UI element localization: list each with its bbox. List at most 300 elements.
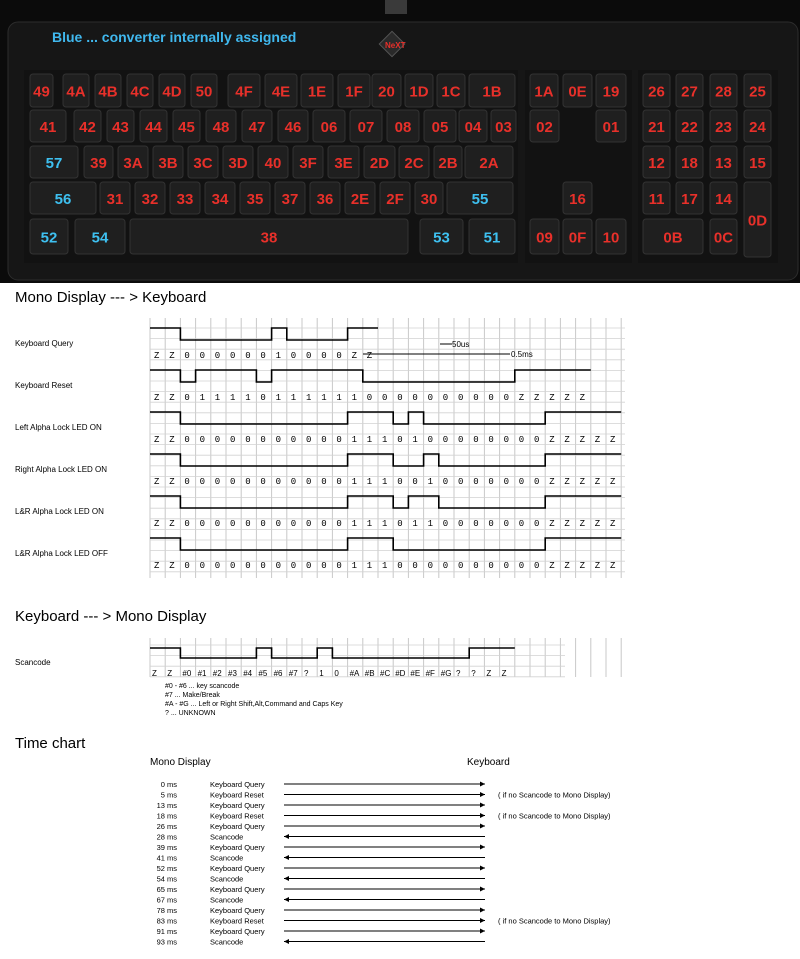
bit-cell: 1 <box>382 519 388 529</box>
bit-cell: Z <box>154 435 160 445</box>
bit-cell: Z <box>154 393 160 403</box>
time-chart-event: Keyboard Query <box>210 864 265 873</box>
key-code-label: 16 <box>569 191 586 208</box>
bit-cell: 1 <box>366 561 373 571</box>
bit-cell: 0 <box>336 435 342 445</box>
key-code-label: 2C <box>404 155 424 172</box>
bit-cell: 0 <box>458 519 464 529</box>
bit-cell: 1 <box>412 435 418 445</box>
key-code-label: 08 <box>394 119 412 136</box>
bit-cell: 0 <box>260 561 266 571</box>
bit-cell: Z <box>564 393 570 403</box>
time-chart-event: Scancode <box>210 874 244 884</box>
time-chart-event: Keyboard Query <box>210 822 265 831</box>
time-chart-row <box>157 896 485 905</box>
key-code-label: 09 <box>536 229 553 247</box>
time-chart-time: 54 ms <box>156 874 177 884</box>
key-code-label: 48 <box>212 119 230 136</box>
time-chart-row <box>157 854 485 863</box>
time-chart-arrowhead <box>284 876 289 881</box>
bit-cell: 0 <box>184 393 190 403</box>
bit-cell: 0 <box>275 435 282 445</box>
time-chart-event: Keyboard Query <box>210 843 265 852</box>
time-chart-time: 18 ms <box>156 811 177 821</box>
bit-cell: 0 <box>503 519 510 529</box>
bit-cell: 0 <box>230 477 236 487</box>
bit-cell: 1 <box>351 393 358 403</box>
bit-cell: 0 <box>412 393 418 403</box>
key-code-label: 2E <box>350 191 370 208</box>
bit-cell: 0 <box>321 435 327 445</box>
bit-cell: 0 <box>275 519 282 529</box>
time-chart-event: Keyboard Reset <box>210 916 264 926</box>
bit-cell: 1 <box>351 477 358 487</box>
scancode-cell: #E <box>410 669 421 678</box>
bit-cell: Z <box>169 435 175 445</box>
bit-cell: 0 <box>336 351 342 361</box>
time-chart-arrowhead <box>480 782 485 787</box>
time-chart-arrowhead <box>480 887 485 892</box>
time-chart-arrowhead <box>480 845 485 850</box>
key-code-label: 01 <box>602 119 620 136</box>
key-code-label: 56 <box>54 191 72 208</box>
bit-cell: Z <box>594 477 601 487</box>
scancode-cell: #6 <box>273 669 283 678</box>
bit-cell: 0 <box>382 393 388 403</box>
bit-cell: 1 <box>412 519 418 529</box>
time-chart-arrowhead <box>480 929 485 934</box>
time-chart-time: 65 ms <box>156 885 177 894</box>
bit-cell: 0 <box>245 561 251 571</box>
signal-waveform <box>150 412 621 424</box>
bit-cell: 0 <box>336 519 342 529</box>
bit-cell: 0 <box>290 351 297 361</box>
key-code-label: 38 <box>260 229 278 247</box>
bit-cell: 1 <box>351 519 358 529</box>
key-code-label: 23 <box>715 119 732 136</box>
key-code-label: 45 <box>178 119 195 136</box>
time-chart-note: ( if no Scancode to Mono Display) <box>498 916 611 926</box>
bit-cell: 0 <box>488 435 494 445</box>
time-chart-row <box>161 780 485 789</box>
key-code-label: 3E <box>334 155 353 172</box>
heading-keyboard-to-mono: Keyboard --- > Mono Display <box>15 608 207 625</box>
bit-cell: 0 <box>458 477 464 487</box>
bit-cell: 0 <box>214 435 221 445</box>
signal-label: L&R Alpha Lock LED OFF <box>15 549 108 558</box>
key-code-label: 0D <box>747 212 768 230</box>
bit-cell: Z <box>549 435 555 445</box>
bit-cell: 0 <box>214 351 221 361</box>
bit-cell: 0 <box>458 393 464 403</box>
bit-cell: 0 <box>290 435 297 445</box>
bit-cell: 0 <box>473 519 479 529</box>
key-code-label: 0C <box>713 229 734 247</box>
scancode-cell: #1 <box>197 669 207 678</box>
key-code-label: 10 <box>602 229 620 247</box>
key-code-label: 0B <box>663 229 683 247</box>
key-code-label: 44 <box>145 119 162 136</box>
key-code-label: 19 <box>602 83 620 101</box>
key-code-label: 13 <box>715 155 732 172</box>
scancode-note: #7 ... Make/Break <box>165 692 220 699</box>
key-code-label: 47 <box>248 119 266 136</box>
bit-cell: 0 <box>488 561 494 571</box>
bit-cell: Z <box>154 351 160 361</box>
time-chart-arrowhead <box>480 918 485 923</box>
time-chart-row <box>157 917 611 926</box>
bit-cell: 0 <box>199 435 206 445</box>
key-code-label: 28 <box>715 83 732 101</box>
key-code-label: 04 <box>464 119 482 136</box>
bit-cell: 0 <box>442 477 449 487</box>
time-chart-time: 67 ms <box>156 895 177 905</box>
signal-bits <box>154 393 586 403</box>
bit-cell: 0 <box>214 477 221 487</box>
bit-cell: 0 <box>184 519 190 529</box>
bit-cell: 0 <box>503 477 510 487</box>
bit-cell: 0 <box>442 435 449 445</box>
bit-cell: 0 <box>336 561 342 571</box>
bit-cell: 0 <box>397 519 403 529</box>
key-code-label: 2B <box>438 155 458 172</box>
scancode-note: #A - #G ... Left or Right Shift,Alt,Command and Caps Key <box>165 701 343 708</box>
time-chart-arrowhead <box>480 824 485 829</box>
key-code-label: 1C <box>441 83 461 101</box>
bit-cell: Z <box>534 393 540 403</box>
bit-cell: 0 <box>230 435 236 445</box>
signal-bits <box>154 351 373 361</box>
bit-cell: 0 <box>260 519 266 529</box>
bit-cell: 0 <box>488 519 494 529</box>
time-chart-event: Keyboard Query <box>210 801 265 810</box>
signal-label: Keyboard Reset <box>15 381 73 390</box>
bit-cell: 0 <box>534 435 540 445</box>
key-code-label: 2F <box>386 191 404 208</box>
bit-cell: Z <box>169 351 175 361</box>
time-chart-right-header: Keyboard <box>467 757 510 768</box>
scale-50us-label: 50us <box>452 340 470 349</box>
time-chart-row <box>157 927 485 936</box>
key-code-label: 36 <box>316 191 334 208</box>
bit-cell: 1 <box>427 519 434 529</box>
time-chart-event: Scancode <box>210 832 244 842</box>
bit-cell: 0 <box>321 477 327 487</box>
time-chart-event: Scancode <box>210 853 244 863</box>
heading-time-chart: Time chart <box>15 735 86 752</box>
bit-cell: 0 <box>518 561 525 571</box>
bit-cell: 0 <box>427 393 434 403</box>
scancode-waveform <box>150 648 515 658</box>
bit-cell: 0 <box>321 561 327 571</box>
bit-cell: 1 <box>214 393 221 403</box>
key-code-label: 3C <box>193 155 213 172</box>
bit-cell: Z <box>518 393 525 403</box>
signal-label: Keyboard Query <box>15 339 74 348</box>
time-chart-event: Keyboard Reset <box>210 790 264 800</box>
bit-cell: 0 <box>488 393 494 403</box>
key-code-label: 26 <box>648 83 665 101</box>
key-code-label: 14 <box>715 191 732 208</box>
bit-cell: 1 <box>306 393 312 403</box>
bit-cell: Z <box>169 561 175 571</box>
bit-cell: 1 <box>351 561 358 571</box>
time-chart-event: Keyboard Query <box>210 780 265 789</box>
time-chart-arrowhead <box>480 803 485 808</box>
bit-cell: 0 <box>230 351 236 361</box>
time-chart-row <box>157 822 485 831</box>
time-chart-row <box>157 843 485 852</box>
bit-cell: 0 <box>321 519 327 529</box>
bit-cell: 0 <box>534 561 540 571</box>
time-chart-row <box>157 906 485 915</box>
bit-cell: 0 <box>260 351 266 361</box>
time-chart-row <box>157 875 485 884</box>
bit-cell: Z <box>351 351 358 361</box>
time-chart-time: 0 ms <box>160 780 177 789</box>
time-chart-arrowhead <box>284 834 289 839</box>
bit-cell: 0 <box>473 393 479 403</box>
time-chart-event: Keyboard Reset <box>210 811 264 821</box>
signal-label: Left Alpha Lock LED ON <box>15 423 102 432</box>
bit-cell: 0 <box>458 561 464 571</box>
bit-cell: Z <box>564 561 570 571</box>
bit-cell: 1 <box>321 393 327 403</box>
signal-label: Right Alpha Lock LED ON <box>15 465 108 474</box>
time-chart-left-header: Mono Display <box>150 757 211 768</box>
scancode-note: ? ... UNKNOWN <box>165 710 216 717</box>
bit-cell: 0 <box>199 519 206 529</box>
time-chart-arrowhead <box>480 792 485 797</box>
bit-cell: 0 <box>503 393 510 403</box>
bit-cell: 0 <box>184 351 190 361</box>
next-logo-text: NeXT <box>385 41 406 50</box>
bit-cell: 1 <box>351 435 358 445</box>
key-code-label: 57 <box>45 155 63 172</box>
key-code-label: 22 <box>681 119 698 136</box>
bit-cell: 1 <box>199 393 206 403</box>
bit-cell: 0 <box>245 435 251 445</box>
signal-waveform <box>150 454 621 466</box>
bit-cell: 0 <box>275 477 282 487</box>
key-code-label: 39 <box>90 155 107 172</box>
time-chart-note: ( if no Scancode to Mono Display) <box>498 790 611 800</box>
key-code-label: 02 <box>536 119 553 136</box>
key-code-label: 4D <box>162 83 182 101</box>
bit-cell: 0 <box>245 477 251 487</box>
bit-cell: 1 <box>366 477 373 487</box>
bit-cell: Z <box>549 561 555 571</box>
timing-grid-top <box>150 318 621 578</box>
bit-cell: 0 <box>412 477 418 487</box>
key-code-label: 54 <box>91 229 109 247</box>
bit-cell: 0 <box>427 561 434 571</box>
scancode-cell: #F <box>425 669 435 678</box>
bit-cell: Z <box>610 477 616 487</box>
time-chart-arrowhead <box>480 908 485 913</box>
key-code-label: 55 <box>471 191 489 208</box>
key-code-label: 1B <box>482 83 502 101</box>
time-chart-time: 41 ms <box>156 853 177 863</box>
key-code-label: 31 <box>106 191 124 208</box>
time-chart-time: 93 ms <box>156 937 177 947</box>
bit-cell: 0 <box>534 477 540 487</box>
key-code-label: 50 <box>195 83 213 101</box>
scancode-label: Scancode <box>15 658 51 667</box>
time-chart-row <box>157 801 485 810</box>
key-code-label: 12 <box>648 155 665 172</box>
key-code-label: 07 <box>357 119 375 136</box>
key-code-label: 32 <box>141 191 159 208</box>
key-code-label: 05 <box>431 119 449 136</box>
key-code-label: 30 <box>420 191 438 208</box>
key-code-label: 52 <box>40 229 58 247</box>
bit-cell: 0 <box>518 435 525 445</box>
bit-cell: 0 <box>366 393 373 403</box>
signal-bits <box>154 561 616 571</box>
scancode-cell: Z <box>501 669 507 678</box>
scancode-cell: 0 <box>334 669 339 678</box>
bit-cell: Z <box>564 477 570 487</box>
bit-cell: 0 <box>306 351 312 361</box>
bit-cell: 0 <box>306 477 312 487</box>
key-code-label: 27 <box>681 83 698 101</box>
signal-bits <box>154 477 616 487</box>
bit-cell: 0 <box>518 477 525 487</box>
bit-cell: 1 <box>427 477 434 487</box>
bit-cell: 0 <box>442 393 449 403</box>
time-chart-time: 5 ms <box>160 790 177 800</box>
key-code-label: 4B <box>98 83 118 101</box>
key-code-label: 33 <box>176 191 194 208</box>
time-chart-row <box>157 812 611 821</box>
bit-cell: Z <box>154 561 160 571</box>
keyboard-title: Blue ... converter internally assigned <box>52 29 297 45</box>
scancode-cell: #G <box>440 669 452 678</box>
bit-cell: Z <box>154 477 160 487</box>
bit-cell: 0 <box>473 435 479 445</box>
scancode-cell: #2 <box>212 669 222 678</box>
key-code-label: 21 <box>648 119 665 136</box>
bit-cell: 1 <box>336 393 342 403</box>
bit-cell: 0 <box>442 561 449 571</box>
bit-cell: 0 <box>260 477 266 487</box>
scancode-cell: ? <box>456 669 461 678</box>
bit-cell: 1 <box>382 561 388 571</box>
key-code-label: 40 <box>264 155 282 172</box>
bit-cell: Z <box>579 561 586 571</box>
bit-cell: Z <box>549 477 555 487</box>
bit-cell: 0 <box>306 435 312 445</box>
scancode-cell: #3 <box>228 669 237 678</box>
bit-cell: 0 <box>488 477 494 487</box>
bit-cell: 0 <box>473 477 479 487</box>
bit-cell: 0 <box>397 561 403 571</box>
bit-cell: 0 <box>397 477 403 487</box>
scancode-cell: #4 <box>243 669 253 678</box>
bit-cell: Z <box>579 519 586 529</box>
bit-cell: Z <box>154 519 160 529</box>
bit-cell: 0 <box>290 561 297 571</box>
key-code-label: 15 <box>749 155 766 172</box>
time-chart-event: Keyboard Query <box>210 906 265 915</box>
bit-cell: Z <box>549 393 555 403</box>
key-code-label: 42 <box>79 119 96 136</box>
key-code-label: 4F <box>235 83 253 101</box>
bit-cell: 0 <box>321 351 327 361</box>
bit-cell: 0 <box>260 393 266 403</box>
signal-bits <box>154 519 616 529</box>
signal-label: L&R Alpha Lock LED ON <box>15 507 104 516</box>
bit-cell: 1 <box>290 393 297 403</box>
scancode-cell: #D <box>395 669 406 678</box>
time-chart-row <box>161 791 611 800</box>
bit-cell: 0 <box>199 351 206 361</box>
key-code-label: 34 <box>211 191 229 208</box>
bit-cell: Z <box>366 351 373 361</box>
time-chart-time: 28 ms <box>156 832 177 842</box>
key-code-label: 3A <box>123 155 143 172</box>
bit-cell: 0 <box>290 519 297 529</box>
scancode-cell: ? <box>471 669 476 678</box>
bit-cell: 0 <box>230 519 236 529</box>
time-chart-arrowhead <box>284 939 289 944</box>
bit-cell: Z <box>549 519 555 529</box>
key-code-label: 2A <box>479 155 499 172</box>
bit-cell: Z <box>594 435 601 445</box>
bit-cell: 1 <box>245 393 251 403</box>
scancode-cell: Z <box>152 669 157 678</box>
bit-cell: 1 <box>230 393 236 403</box>
key-code-label: 43 <box>112 119 129 136</box>
bit-cell: Z <box>169 519 175 529</box>
scancode-cell: Z <box>167 669 173 678</box>
key-code-label: 1D <box>409 83 429 101</box>
key-code-label: 1A <box>534 83 554 101</box>
bit-cell: 0 <box>260 435 266 445</box>
time-chart-time: 91 ms <box>156 927 177 936</box>
bit-cell: Z <box>594 519 601 529</box>
bit-cell: 0 <box>230 561 236 571</box>
time-chart-event: Scancode <box>210 937 244 947</box>
bit-cell: 0 <box>473 561 479 571</box>
bit-cell: 0 <box>503 561 510 571</box>
bit-cell: 0 <box>412 561 418 571</box>
bit-cell: Z <box>579 393 586 403</box>
signal-waveform <box>150 370 591 382</box>
scancode-cell: #0 <box>182 669 192 678</box>
heading-mono-to-keyboard: Mono Display --- > Keyboard <box>15 289 207 306</box>
time-chart-time: 39 ms <box>156 843 177 852</box>
bit-cell: 0 <box>214 561 221 571</box>
scancode-cell: ? <box>304 669 309 678</box>
key-code-label: 1F <box>345 83 363 101</box>
bit-cell: 0 <box>184 561 190 571</box>
bit-cell: 0 <box>306 519 312 529</box>
bit-cell: 0 <box>534 519 540 529</box>
bit-cell: Z <box>594 561 601 571</box>
key-code-label: 18 <box>681 155 698 172</box>
key-code-label: 49 <box>33 83 50 101</box>
key-code-label: 3B <box>158 155 178 172</box>
key-code-label: 4E <box>271 83 291 101</box>
bit-cell: 1 <box>382 477 388 487</box>
scancode-cell: #C <box>380 669 391 678</box>
time-chart-row <box>157 833 485 842</box>
time-chart-time: 52 ms <box>156 864 177 873</box>
scancode-cell: 1 <box>319 669 324 678</box>
bit-cell: 0 <box>397 393 403 403</box>
